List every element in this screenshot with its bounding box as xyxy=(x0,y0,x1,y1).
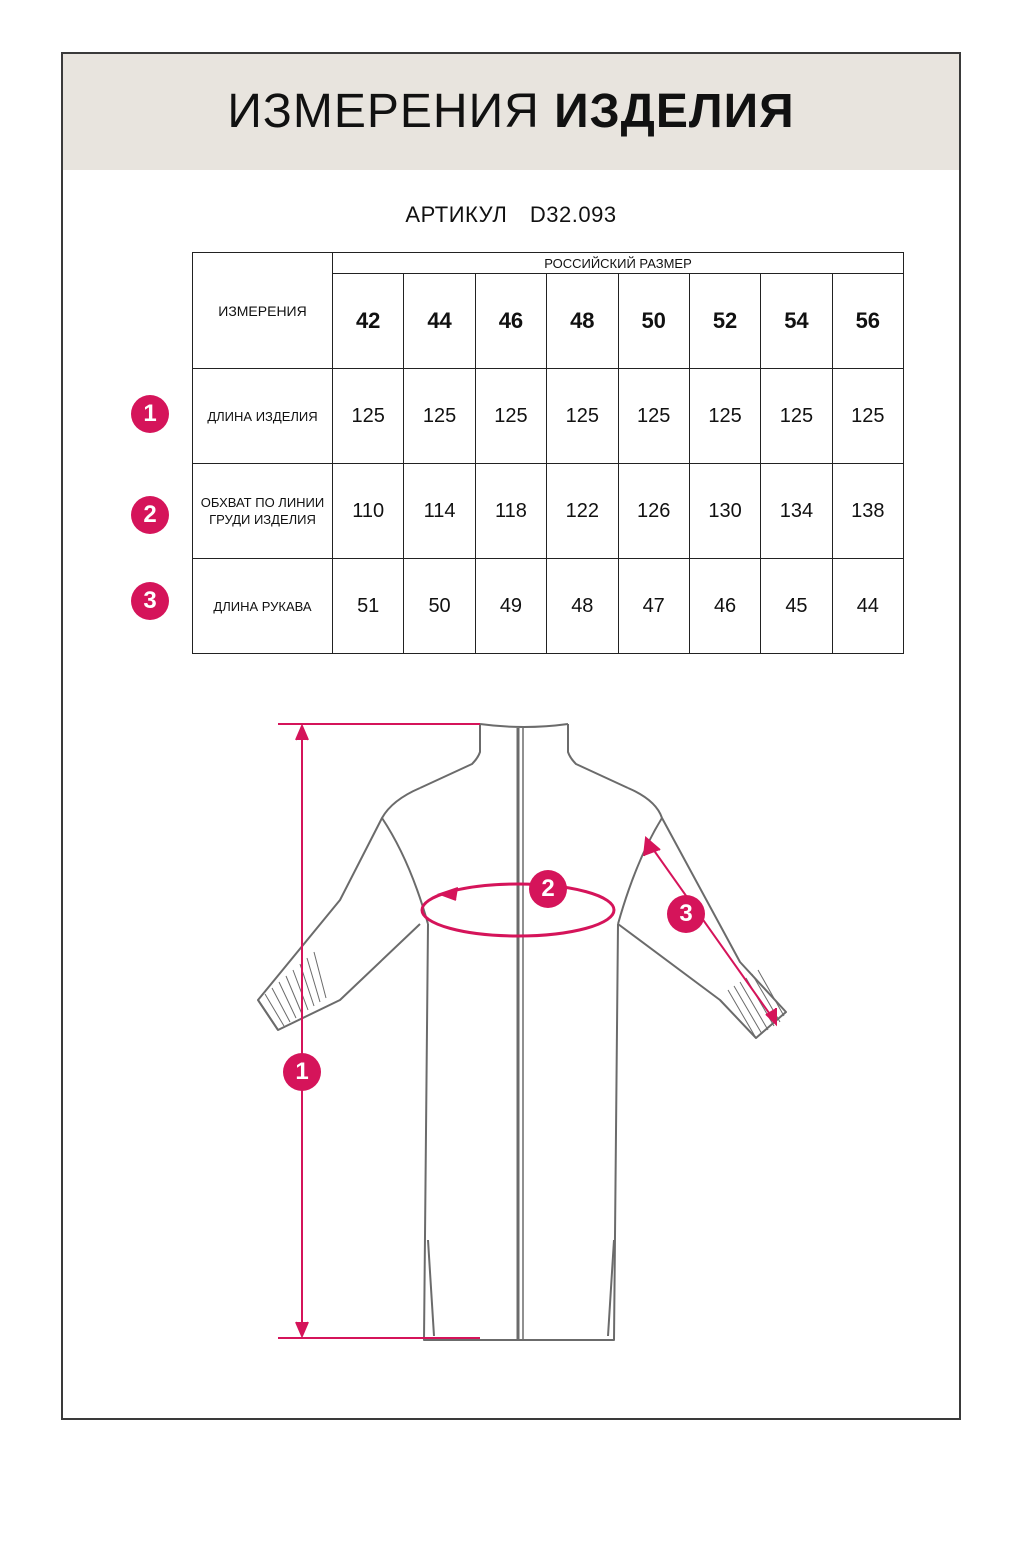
size-header: 50 xyxy=(618,274,689,369)
table-cell: 46 xyxy=(689,559,760,654)
table-cell: 122 xyxy=(547,464,618,559)
row-marker-1: 1 xyxy=(131,395,169,433)
size-header: 46 xyxy=(475,274,546,369)
title-light: ИЗМЕРЕНИЯ xyxy=(227,85,540,138)
size-header: 54 xyxy=(761,274,832,369)
row-label: ДЛИНА ИЗДЕЛИЯ xyxy=(193,369,333,464)
article-label: АРТИКУЛ xyxy=(405,202,508,227)
table-row xyxy=(193,559,904,654)
size-header: 56 xyxy=(832,274,903,369)
table-cell: 125 xyxy=(618,369,689,464)
table-cell: 110 xyxy=(333,464,404,559)
diagram-marker-1: 1 xyxy=(283,1053,321,1091)
title-bold: ИЗДЕЛИЯ xyxy=(554,85,795,138)
table-cell: 114 xyxy=(404,464,475,559)
table-cell: 125 xyxy=(689,369,760,464)
table-row xyxy=(193,369,904,464)
table-cell: 125 xyxy=(404,369,475,464)
table-cell: 51 xyxy=(333,559,404,654)
size-header: 44 xyxy=(404,274,475,369)
header-band xyxy=(63,54,959,170)
row-label: ДЛИНА РУКАВА xyxy=(193,559,333,654)
article-line xyxy=(63,202,959,228)
size-table xyxy=(192,252,904,654)
row-label: ОБХВАТ ПО ЛИНИИ ГРУДИ ИЗДЕЛИЯ xyxy=(193,464,333,559)
table-cell: 125 xyxy=(832,369,903,464)
table-cell: 130 xyxy=(689,464,760,559)
table-cell: 47 xyxy=(618,559,689,654)
table-cell: 138 xyxy=(832,464,903,559)
size-header: 48 xyxy=(547,274,618,369)
table-cell: 50 xyxy=(404,559,475,654)
row-marker-2: 2 xyxy=(131,496,169,534)
row-marker-3: 3 xyxy=(131,582,169,620)
page-title xyxy=(63,84,959,140)
table-cell: 48 xyxy=(547,559,618,654)
article-code: D32.093 xyxy=(529,202,617,227)
table-cell: 134 xyxy=(761,464,832,559)
size-group-header: РОССИЙСКИЙ РАЗМЕР xyxy=(333,253,904,274)
table-cell: 45 xyxy=(761,559,832,654)
table-cell: 125 xyxy=(333,369,404,464)
size-header: 52 xyxy=(689,274,760,369)
table-cell: 44 xyxy=(832,559,903,654)
table-cell: 125 xyxy=(761,369,832,464)
table-cell: 49 xyxy=(475,559,546,654)
size-header: 42 xyxy=(333,274,404,369)
diagram-marker-2: 2 xyxy=(529,870,567,908)
table-cell: 118 xyxy=(475,464,546,559)
measure-header: ИЗМЕРЕНИЯ xyxy=(193,253,333,369)
diagram-marker-3: 3 xyxy=(667,895,705,933)
table-cell: 125 xyxy=(547,369,618,464)
table-row xyxy=(193,464,904,559)
table-cell: 126 xyxy=(618,464,689,559)
table-cell: 125 xyxy=(475,369,546,464)
